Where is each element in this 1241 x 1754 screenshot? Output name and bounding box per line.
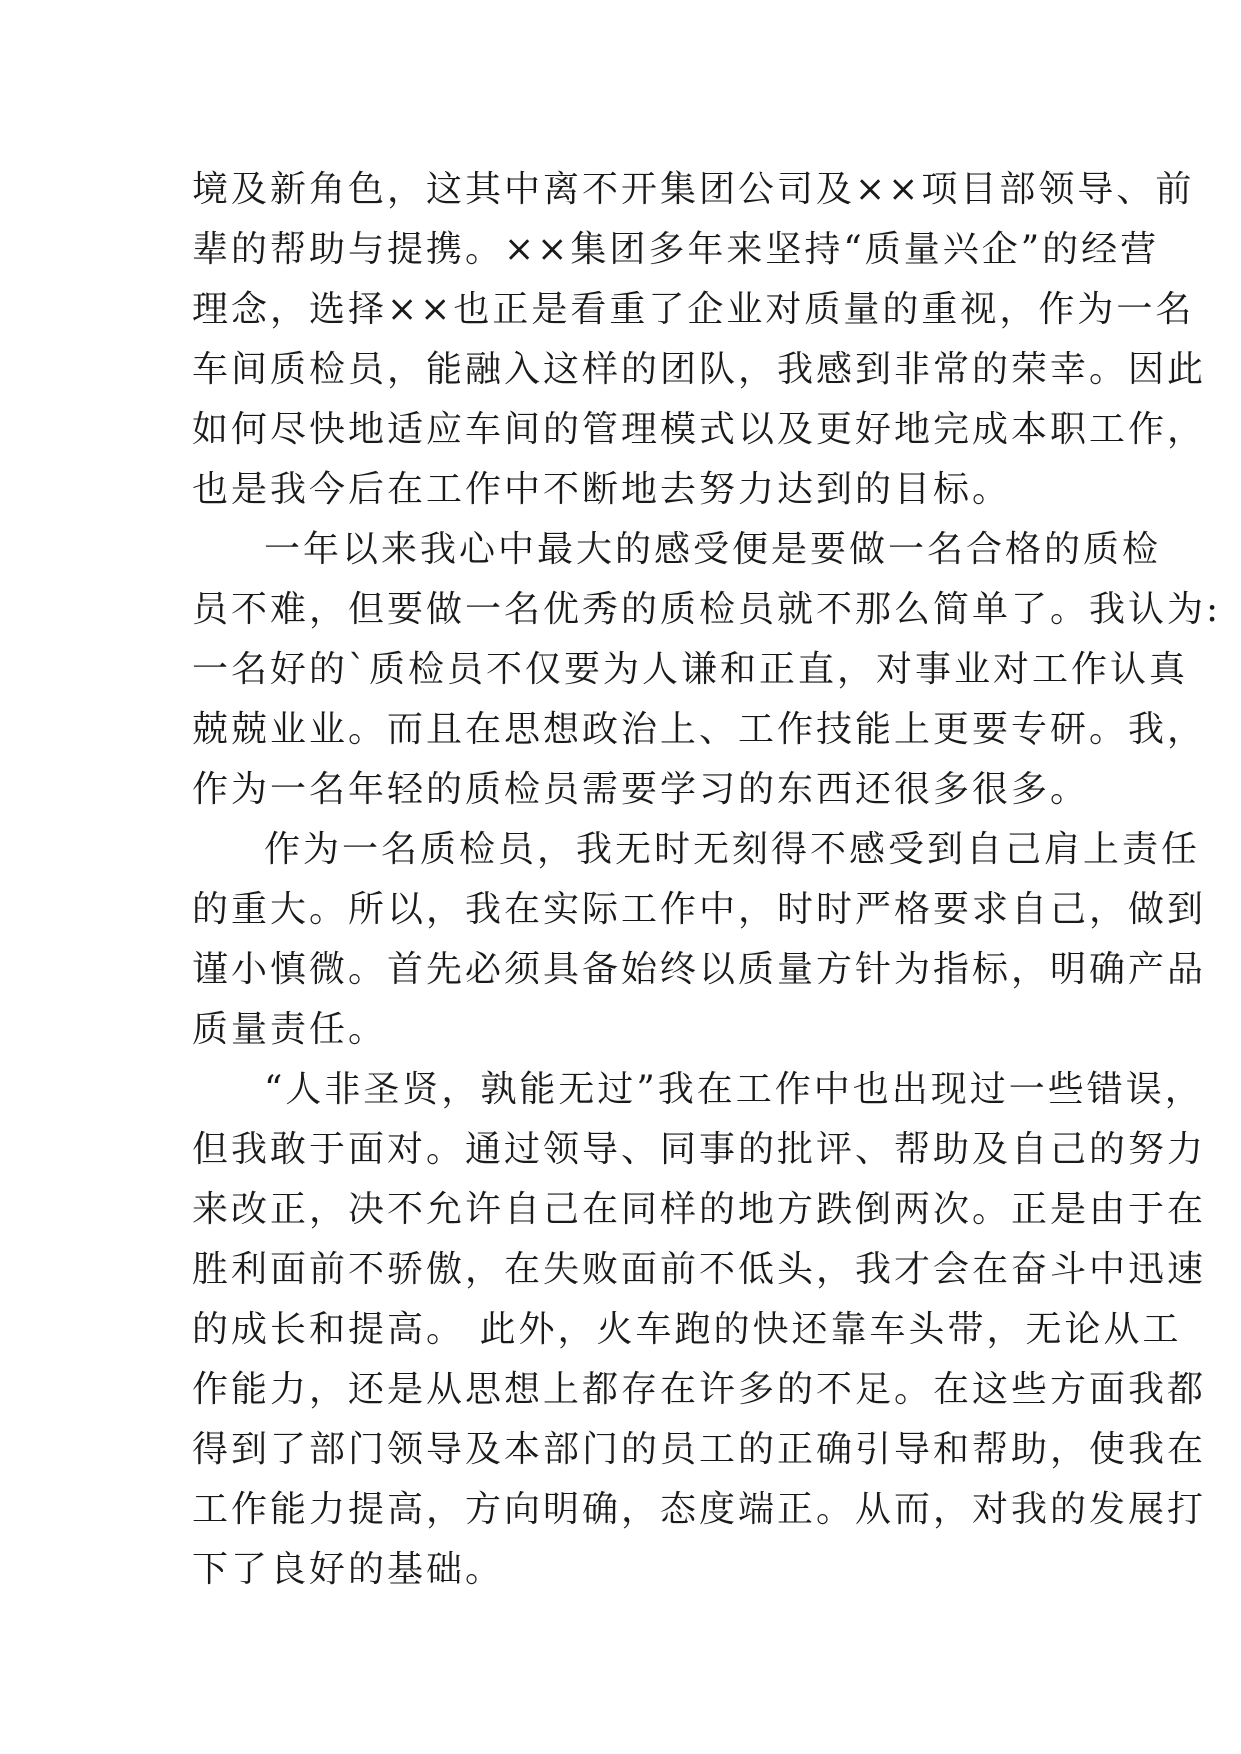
- text-line: 的成长和提高。 此外，火车跑的快还靠车头带，无论从工: [192, 1309, 1182, 1350]
- body-text: [192, 160, 1222, 1600]
- text-line: 如何尽快地适应车间的管理模式以及更好地完成本职工作，: [192, 409, 1207, 450]
- text-line: 兢兢业业。而且在思想政治上、工作技能上更要专研。我，: [192, 709, 1207, 750]
- text-line: 一名好的`质检员不仅要为人谦和正直，对事业对工作认真: [192, 649, 1189, 690]
- text-line: 员不难，但要做一名优秀的质检员就不那么简单了。我认为:: [192, 589, 1222, 630]
- text-line: 胜利面前不骄傲，在失败面前不低头，我才会在奋斗中迅速: [192, 1249, 1207, 1290]
- text-line: 也是我今后在工作中不断地去努力达到的目标。: [192, 469, 1012, 510]
- text-line: 谨小慎微。首先必须具备始终以质量方针为指标，明确产品: [192, 949, 1207, 990]
- text-line: 境及新角色，这其中离不开集团公司及××项目部领导、前: [192, 169, 1195, 210]
- text-line: 辈的帮助与提携。××集团多年来坚持“质量兴企”的经营: [192, 229, 1160, 270]
- text-line: 工作能力提高，方向明确，态度端正。从而，对我的发展打: [192, 1489, 1207, 1530]
- text-line: “人非圣贤，孰能无过”我在工作中也出现过一些错误，: [264, 1069, 1204, 1110]
- text-line: 车间质检员，能融入这样的团队，我感到非常的荣幸。因此: [192, 349, 1207, 390]
- text-line: 的重大。所以，我在实际工作中，时时严格要求自己，做到: [192, 889, 1207, 930]
- text-line: 但我敢于面对。通过领导、同事的批评、帮助及自己的努力: [192, 1129, 1207, 1170]
- text-line: 作为一名质检员，我无时无刻得不感受到自己肩上责任: [264, 829, 1201, 870]
- text-line: 理念，选择××也正是看重了企业对质量的重视，作为一名: [192, 289, 1195, 330]
- text-line: 质量责任。: [192, 1009, 388, 1050]
- text-line: 下了良好的基础。: [192, 1549, 505, 1590]
- text-line: 来改正，决不允许自己在同样的地方跌倒两次。正是由于在: [192, 1189, 1207, 1230]
- text-line: 作能力，还是从思想上都存在许多的不足。在这些方面我都: [192, 1369, 1207, 1410]
- text-line: 作为一名年轻的质检员需要学习的东西还很多很多。: [192, 769, 1090, 810]
- text-line: 得到了部门领导及本部门的员工的正确引导和帮助，使我在: [192, 1429, 1207, 1470]
- text-line: 一年以来我心中最大的感受便是要做一名合格的质检: [264, 529, 1162, 570]
